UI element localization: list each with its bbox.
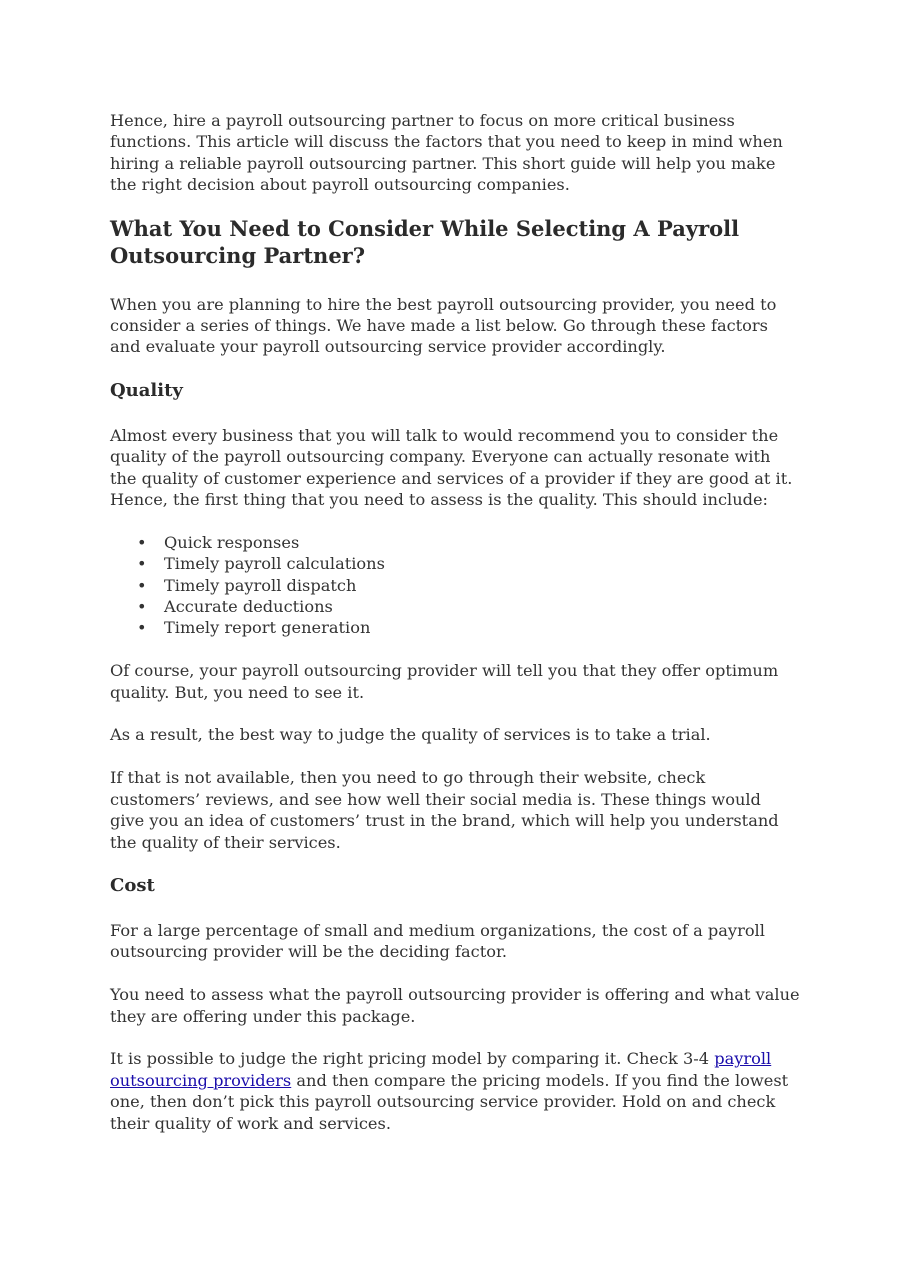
list-item xyxy=(137,596,800,617)
bullet-icon: • xyxy=(137,597,147,617)
bullet-icon: • xyxy=(137,532,147,552)
main-intro-paragraph: When you are planning to hire the best payroll outsourcing provider, you need to consider a series of things. We have made a list below. Go through these factors and evaluate your payroll outsourcing service provider accordingly. xyxy=(110,294,777,357)
quality-paragraph-3: As a result, the best way to judge the quality of services is to take a trial. xyxy=(110,725,711,745)
list-item-text: Timely payroll calculations xyxy=(164,554,385,574)
cost-heading: Cost xyxy=(110,874,155,896)
payroll-providers-link[interactable]: payroll outsourcing providers xyxy=(110,1049,772,1090)
quality-list xyxy=(110,532,800,639)
list-item-text: Quick responses xyxy=(164,532,300,552)
list-item xyxy=(137,575,800,596)
quality-paragraph-2: Of course, your payroll outsourcing provider will tell you that they offer optimum quality. But, you need to see it. xyxy=(110,661,779,702)
list-item-text: Accurate deductions xyxy=(164,597,333,617)
list-item-text: Timely report generation xyxy=(164,618,371,638)
cost-paragraph-1: For a large percentage of small and medium organizations, the cost of a payroll outsourcing provider will be the deciding factor. xyxy=(110,920,765,962)
quality-paragraph-1: Almost every business that you will talk to would recommend you to consider the quality of the payroll outsourcing company. Everyone can actually resonate with the quality of customer experience and services of a provider if they are good at it. Hence, the first thing that you need to assess is the quality. This should include: xyxy=(110,425,793,510)
quality-paragraph-4: If that is not available, then you need to go through their website, check customers’ reviews, and see how well their social media is. These things would give you an idea of customers’ trust in the brand, which will help you understand the quality of their services. xyxy=(110,768,779,852)
list-item xyxy=(137,617,800,638)
document-page xyxy=(110,110,800,1134)
quality-heading: Quality xyxy=(110,379,183,401)
bullet-icon: • xyxy=(137,618,147,638)
cost-paragraph-3-text-after: and then compare the pricing models. If you find the lowest one, then don’t pick this payroll outsourcing service provider. Hold on and check their quality of work and services. xyxy=(110,1070,789,1133)
cost-paragraph-3 xyxy=(110,1048,800,1134)
list-item xyxy=(137,553,800,574)
main-heading: What You Need to Consider While Selecting A Payroll Outsourcing Partner? xyxy=(110,215,740,268)
list-item-text: Timely payroll dispatch xyxy=(164,575,357,595)
bullet-icon: • xyxy=(137,575,147,595)
list-item xyxy=(137,532,800,553)
bullet-icon: • xyxy=(137,554,147,574)
intro-paragraph: Hence, hire a payroll outsourcing partner to focus on more critical business functions. This article will discuss the factors that you need to keep in mind when hiring a reliable payroll outsourcing partner. This short guide will help you make the right decision about payroll outsourcing companies. xyxy=(110,111,783,195)
cost-paragraph-2: You need to assess what the payroll outsourcing provider is offering and what value they are offering under this package. xyxy=(110,985,800,1026)
cost-paragraph-3-text-before: It is possible to judge the right pricing model by comparing it. Check 3-4 xyxy=(110,1049,715,1069)
